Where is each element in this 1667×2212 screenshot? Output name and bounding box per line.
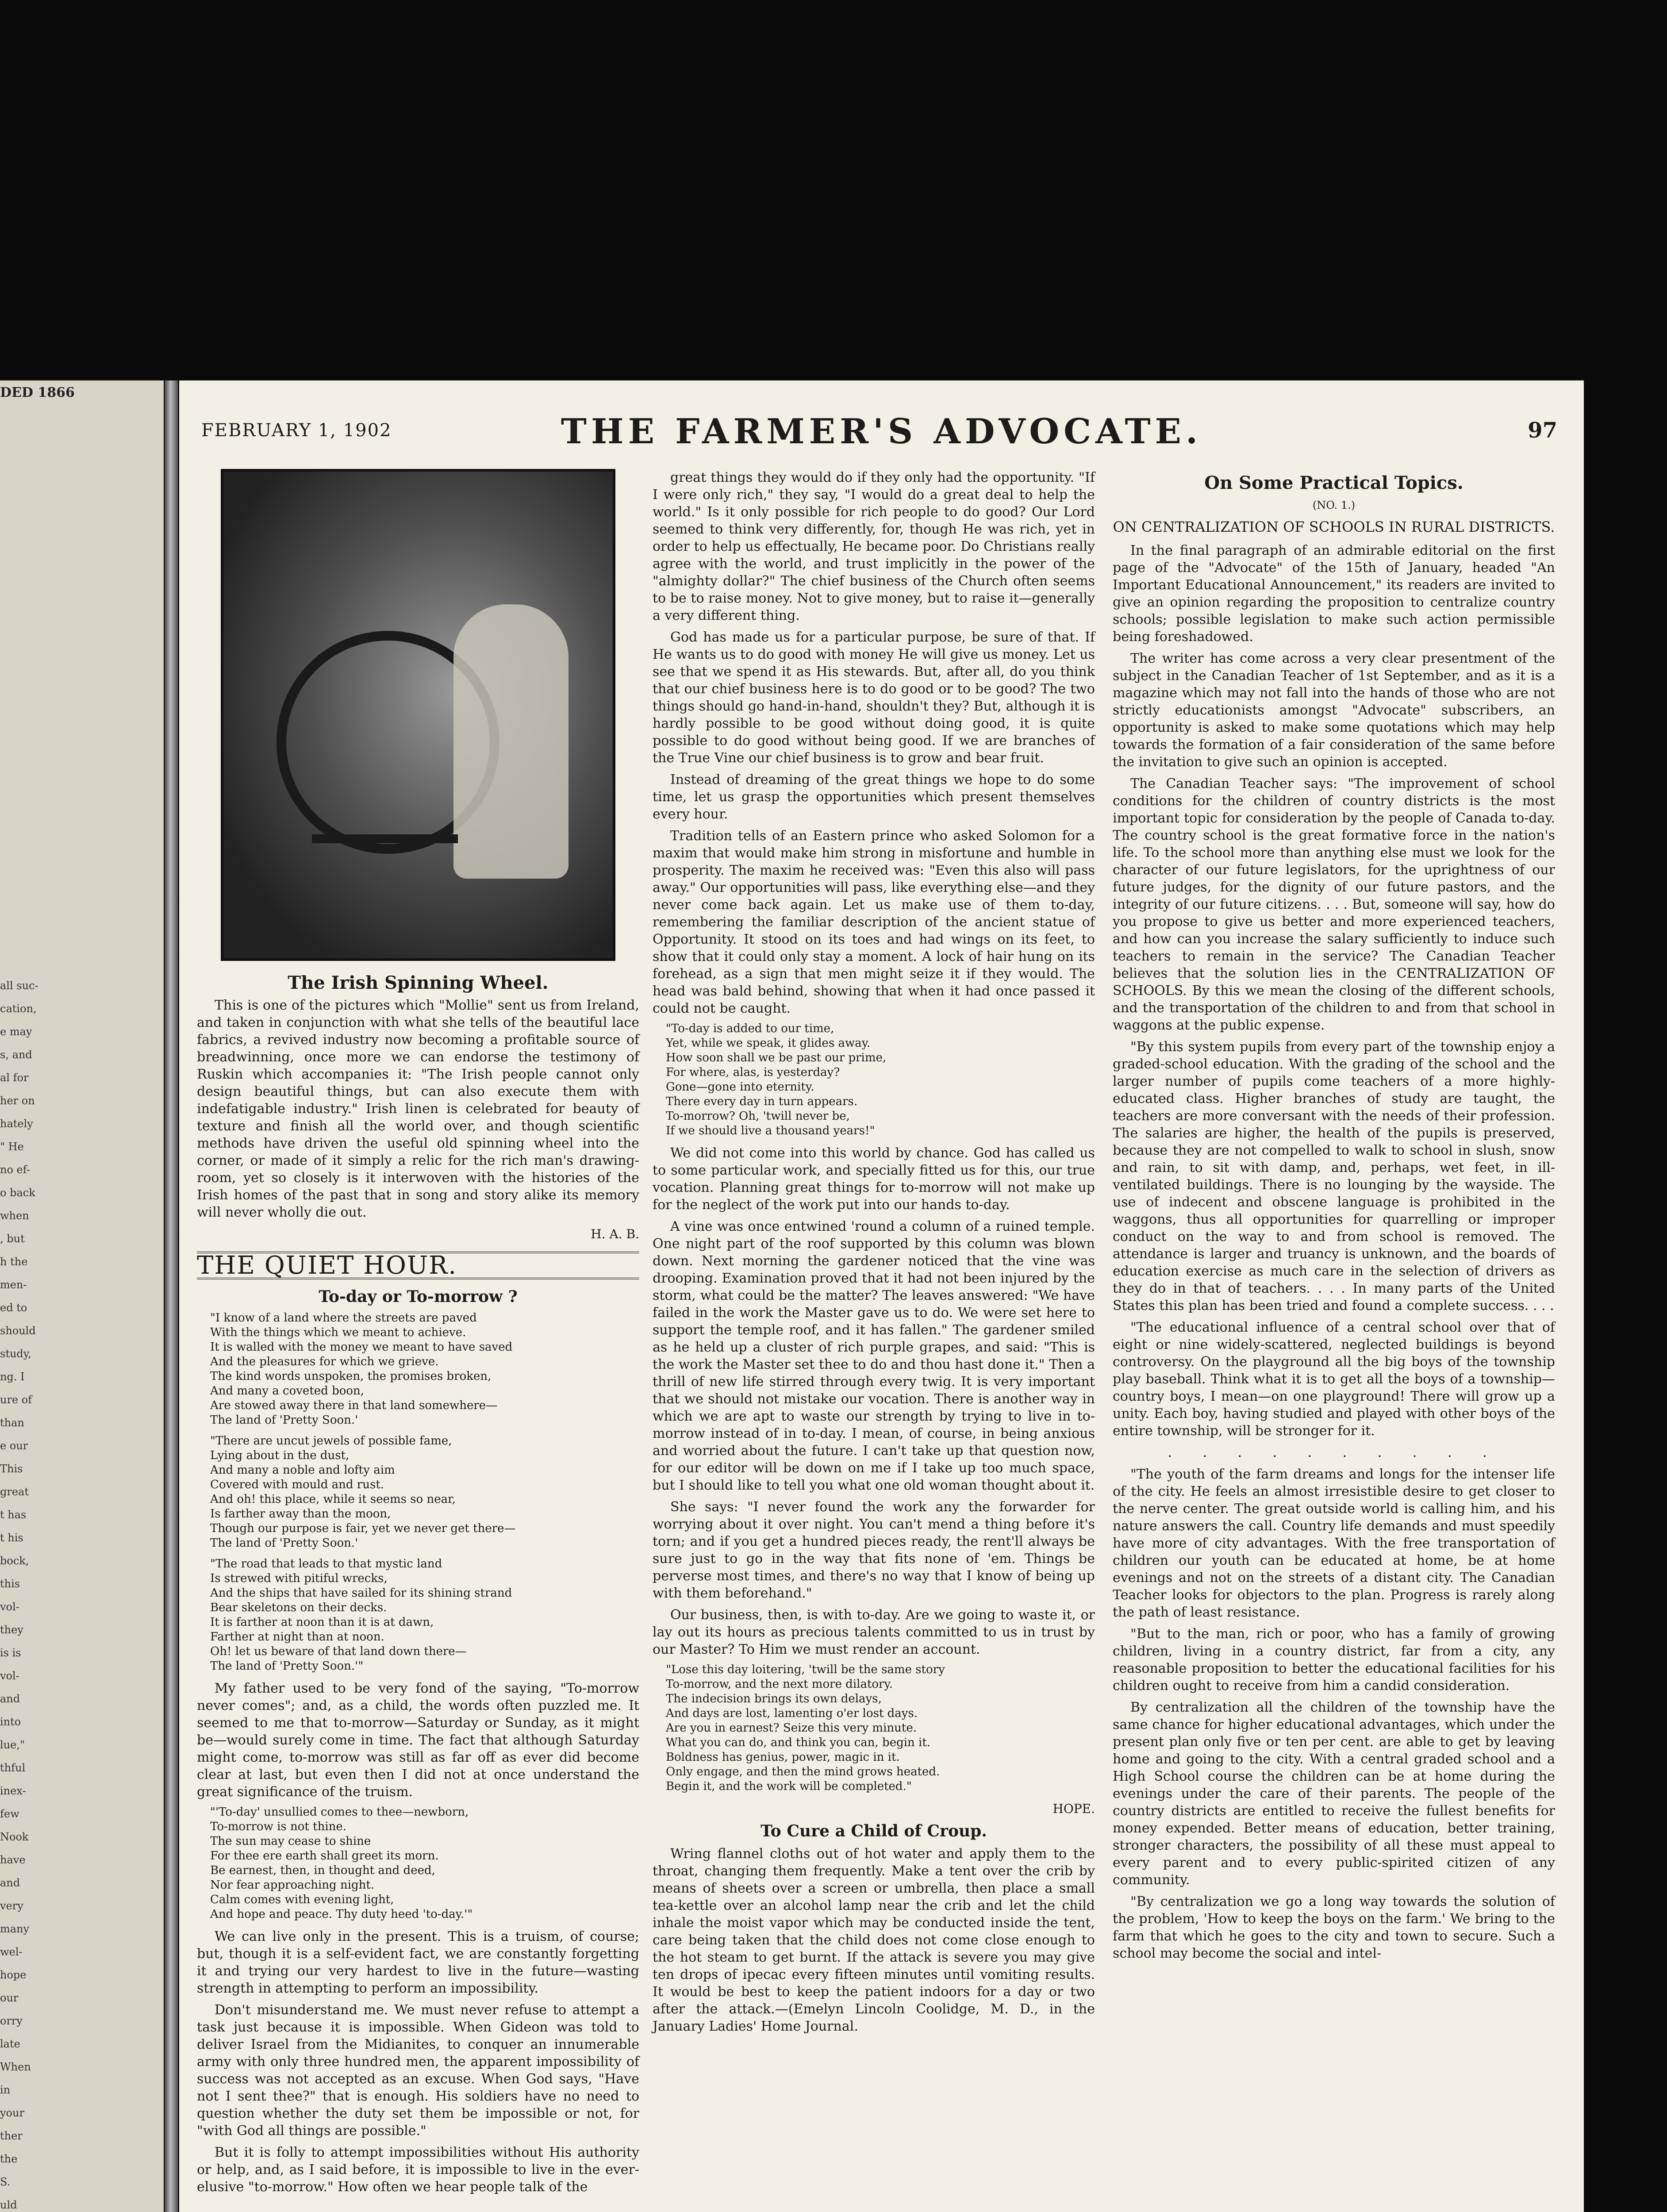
fragment-line: wel-	[0, 1946, 23, 1958]
fragment-line: When	[0, 2061, 31, 2073]
article-paragraph: Our business, then, is with to-day. Are we going to waste it, or lay out its hours as precious talents committed to us in trust by our Master? To Him we must render an account.	[653, 1607, 1095, 1657]
article-paragraph: Don't misunderstand me. We must never refuse to attempt a task just because it is impossible. When Gideon was told to deliver Israel from the Midianites, to conquer an innumerable army with only three hundred men, the apparent impossibility of success was not accepted as an excuse. When God says, "Have not I sent thee?" that is enough. His soldiers have no need to question whether the duty set them be impossible or not, for "with God all things are possible."	[197, 2002, 639, 2139]
fragment-line: This	[0, 1463, 23, 1475]
issue-date: FEBRUARY 1, 1902	[201, 420, 392, 441]
article-subhead: ON CENTRALIZATION OF SCHOOLS IN RURAL DISTRICTS.	[1113, 518, 1555, 535]
article-paragraph: Tradition tells of an Eastern prince who asked Solomon for a maxim that would make him strong in misfortune and humble in prosperity. The maxim he received was: "Even this also will pass away." Our opportunities will pass, like everything else—and they never come back again. Let us make use of them to-day, remembering the familiar description of the ancient statue of Opportunity. It stood on its toes and had wings on its feet, to show that it could only stay a moment. A lock of hair hung on its forehead, as a sign that men might seize it if they would. The head was bald behind, showing that when it had once passed it could not be caught.	[653, 828, 1095, 1016]
article-paragraph: God has made us for a particular purpose, be sure of that. If He wants us to do good with money He will give us money. Let us see that we spend it as His stewards. But, after all, do you think that our chief business here is to do good or to be good? The two things should go hand-in-hand, shouldn't they? But, although it is hardly possible to be good without doing good, it is quite possible to do good without being good. If we are branches of the True Vine our chief business is to grow and bear fruit.	[653, 630, 1095, 766]
page-fold	[165, 380, 178, 2212]
article-number: (NO. 1.)	[1312, 499, 1356, 511]
fragment-line: " He	[0, 1141, 24, 1153]
fragment-line: ther	[0, 2130, 23, 2142]
article-paragraph: "By this system pupils from every part of the township enjoy a graded-school education. With the grading of the school and the larger number of pupils come teachers of a more highly-educated class. Higher branches of study are taught, the teachers are more conversant with the needs of their profession. The salaries are higher, the health of the pupils is preserved, because they are not compelled to walk to school in slush, snow and rain, to sit with damp, and, perhaps, wet feet, in ill-ventilated buildings. There is no lounging by the wayside. The use of indecent and obscene language is prohibited in the waggons, thus all opportunities for quarrelling or improper conduct on the way to and from school is removed. The attendance is larger and truancy is unknown, and the boards of education exercise as much care in the selection of drivers as they do in that of teachers. . . . In many parts of the United States this plan has been tried and found a complete success. . . .	[1113, 1039, 1555, 1313]
fragment-line: great	[0, 1486, 29, 1498]
fragment-line: is is	[0, 1647, 21, 1659]
article-paragraph: "But to the man, rich or poor, who has a family of growing children, living in a country district, far from a city, any reasonable proposition to better the educational facilities for his children ought to receive from him a candid consideration.	[1113, 1626, 1555, 1694]
poem-stanza: "'To-day' unsullied comes to thee—newborn, To-morrow is not thine. The sun may cease to shine For thee ere earth shall greet its morn. Be earnest, then, in thought and deed, Nor fear approaching night. Calm comes with evening light, And hope and peace. Thy duty heed 'to-day.'"	[210, 1805, 473, 1921]
article-paragraph: "The youth of the farm dreams and longs for the intenser life of the city. He feels an almost irresistible desire to get closer to the nerve center. The great outside world is calling him, and his nature answers the call. Country life demands and must speedily have more of city advantages. With the free transportation of children our youth can be educated at home, be at home evenings and not on the streets of a distant city. The Canadian Teacher looks for objectors to the plan. Progress is rarely along the path of least resistance.	[1113, 1467, 1555, 1620]
fragment-line: S.	[0, 2176, 11, 2188]
fragment-line: cation,	[0, 1002, 37, 1015]
poem-stanza: "Lose this day loitering, 'twill be the same story To-morrow, and the next more dilatory. The indecision brings its own delays, And days are lost, lamenting o'er lost days. Are you in earnest? Seize this very minute. What you can do, and think you can, begin it. Boldness has genius, power, magic in it. Only engage, and then the mind grows heated. Begin it, and the work will be completed."	[666, 1663, 945, 1793]
article-paragraph: "By centralization we go a long way towards the solution of the problem, 'How to keep the boys on the farm.' We bring to the farm that which he goes to the city and town to secure. Such a school may become the social and intel-	[1113, 1894, 1555, 1961]
fragment-line: al for	[0, 1071, 29, 1084]
woman-figure-shape	[453, 604, 568, 879]
article-paragraph: The Canadian Teacher says: "The improvement of school conditions for the children of country districts is the most important topic for consideration by the people of Canada to-day. The country school is the great formative force in the nation's life. To the school more than anything else must we look for the character of our future legislators, for the uprightness of our future judges, for the dignity of our future pastors, and the integrity of our future citizens. . . . But, someone will say, how do you propose to give us better and more experienced teachers, and how can you increase the salary sufficiently to induce such teachers to remain in the service? The Canadian Teacher believes that the solution lies in the CENTRALIZATION OF SCHOOLS. By this we mean the closing of the different schools, and the transportation of the children to and from that school in waggons at the public expense.	[1113, 776, 1555, 1033]
fragment-line: than	[0, 1417, 24, 1429]
poem-stanza: "To-day is added to our time, Yet, while we speak, it glides away. How soon shall we be past our prime, For where, alas, is yesterday? Gone—gone into eternity. There every day in turn appears. To-morrow? Oh, 'twill never be, If we should live a thousand years!"	[666, 1022, 887, 1137]
article-paragraph: Wring flannel cloths out of hot water and apply them to the throat, changing them frequently. Make a tent over the crib by means of sheets over a screen or umbrella, then place a small tea-kettle over an alcohol lamp near the crib and let the child inhale the moist vapor which may be conducted inside the tent, care being taken that the child does not come close enough to the hot steam to get burnt. If the attack is severe you may give ten drops of ipecac every fifteen minutes until vomiting results. It would be best to keep the patient indoors for a day or two after the attack.—(Emelyn Lincoln Coolidge, M. D., in the January Ladies' Home Journal.	[653, 1846, 1095, 2034]
fragment-line: ng. I	[0, 1371, 25, 1383]
article-paragraph: My father used to be very fond of the saying, "To-morrow never comes"; and, as a child, the words often puzzled me. It seemed to me that to-morrow—Saturday or Sunday, as it might be—would surely come in time. The fact that although Saturday might come, to-morrow was still as far off as ever did become clear at last, but even then I did not at once understand the great significance of the truism.	[197, 1681, 639, 1800]
section-title-quiet-hour: THE QUIET HOUR.	[197, 1252, 639, 1279]
signature: HOPE.	[1052, 1801, 1095, 1816]
poem-stanza: "There are uncut jewels of possible fame, Lying about in the dust, And many a noble and lofty aim Covered with mould and rust. And oh! this place, while it seems so near, Is farther away than the moon, Though our purpose is fair, yet we never get there— The land of 'Pretty Soon.'	[210, 1434, 516, 1550]
article-title-practical-topics: On Some Practical Topics.	[1204, 472, 1463, 493]
fragment-line: and	[0, 1877, 20, 1889]
fragment-line: ed to	[0, 1302, 27, 1314]
fragment-line: , but	[0, 1233, 25, 1245]
fragment-line: and	[0, 1693, 20, 1705]
spinning-wheel-photo	[221, 469, 615, 961]
fragment-line: into	[0, 1716, 21, 1728]
fragment-line: h the	[0, 1256, 28, 1268]
fragment-line: this	[0, 1578, 20, 1590]
fragment-line: lue,"	[0, 1739, 25, 1751]
fragment-line: vol-	[0, 1601, 19, 1613]
article-title-spinning-wheel: The Irish Spinning Wheel.	[288, 972, 549, 993]
fragment-line: s, and	[0, 1048, 32, 1061]
fragment-line: your	[0, 2107, 24, 2119]
fragment-line: inex-	[0, 1785, 26, 1797]
article-paragraph: "The educational influence of a central school over that of eight or nine widely-scattered, neglected buildings is beyond controversy. On the playground all the big boys of the township play baseball. Think what it is to get all the boys of a township—country boys, I mean—on one playground! There will grow up a unity. Each boy, having studied and played with other boys of the entire township, will be stronger for it.	[1113, 1320, 1555, 1439]
page-number: 97	[1528, 418, 1557, 443]
fragment-line: men-	[0, 1279, 27, 1291]
fragment-line: t his	[0, 1532, 23, 1544]
column-2	[653, 469, 1095, 2039]
article-paragraph: great things they would do if they only had the opportunity. "If I were only rich," they say, "I would do a great deal to help the world." Is it only possible for rich people to do good? Our Lord seemed to think very differently, for, though He was rich, yet in order to help us effectually, He became poor. Do Christians really agree with the world, and trust implicitly in the power of the "almighty dollar?" The chief business of the Church often seems to be to raise money. Not to give money, but to raise it—generally a very different thing.	[653, 470, 1095, 623]
poem-stanza: "The road that leads to that mystic land Is strewed with pitiful wrecks, And the ships that have sailed for its shining strand Bear skeletons on their decks. It is farther at noon than it is at dawn, Farther at night than at noon. Oh! let us beware of that land down there— The land of 'Pretty Soon.'"	[210, 1557, 512, 1673]
fragment-line: many	[0, 1923, 30, 1935]
article-title-today: To-day or To-morrow ?	[319, 1287, 518, 1306]
wheel-stand-shape	[312, 834, 458, 843]
newspaper-page	[179, 380, 1584, 2212]
fragment-line: when	[0, 1210, 29, 1222]
fragment-line: thful	[0, 1762, 26, 1774]
fragment-line: her on	[0, 1094, 35, 1107]
fragment-line: bock,	[0, 1555, 29, 1567]
fragment-line: few	[0, 1808, 19, 1820]
column-3	[1113, 469, 1555, 1966]
article-title-croup: To Cure a Child of Croup.	[761, 1822, 987, 1840]
signature: H. A. B.	[591, 1227, 639, 1241]
fragment-line: uld	[0, 2199, 17, 2211]
poem-stanza: "I know of a land where the streets are paved With the things which we meant to achieve. It is walled with the money we meant to have saved And the pleasures for which we grieve. The kind words unspoken, the promises broken, And many a coveted boon, Are stowed away there in that land somewhere— The land of 'Pretty Soon.'	[210, 1311, 513, 1427]
fragment-line: e our	[0, 1440, 28, 1452]
fragment-line: t has	[0, 1509, 27, 1521]
fragment-line: Nook	[0, 1831, 29, 1843]
article-paragraph: By centralization all the children of the township have the same chance for higher educational advantages, which under the present plan only five or ten per cent. are able to get by leaving home and going to the city. With a central graded school and a High School course the children can be at home during the evenings under the care of their parents. The people of the country districts are entitled to receive the fullest benefits for money expended. Better means of education, better training, stronger characters, the possibility of all these must appeal to every parent and to every public-spirited citizen of any community.	[1113, 1700, 1555, 1888]
article-body: This is one of the pictures which "Mollie" sent us from Ireland, and taken in conjunction with what she tells of the beautiful lace fabrics, a revived industry now becoming a profitable source of breadwinning, once more we can endorse the testimony of Ruskin which accompanies it: "The Irish people cannot only design beautiful things, but can also execute them with indefatigable industry." Irish linen is celebrated for beauty of texture and finish all the world over, and though scientific methods have driven the useful old spinning wheel into the corner, or made of it simply a relic for the rich man's drawing-room, yet so closely is it interwoven with the histories of the Irish homes of the past that in song and story alike its memory will never wholly die out.	[197, 998, 639, 1220]
article-paragraph: We did not come into this world by chance. God has called us to some particular work, and specially fitted us for this, our true vocation. Planning great things for to-morrow will not make up for the neglect of the work put into our hands to-day.	[653, 1145, 1095, 1213]
fragment-line: orry	[0, 2015, 23, 2027]
article-paragraph: A vine was once entwined 'round a column of a ruined temple. One night part of the roof supported by this column was blown down. Next morning the gardener noticed that the vine was drooping. Examination proved that it had not been injured by the storm, what could be the matter? The leaves answered: "We have failed in the work the Master gave us to do. We were set here to support the temple roof, and it has fallen." The gardener smiled as he held up a cluster of rich purple grapes, and said: "This is the work the Master set thee to do and thou hast done it." Then a thrill of new life stirred through every twig. It is very important that we should not mistake our vocation. There is another way in which we are apt to waste our strength by trying to live in to-morrow instead of in to-day. I mean, of course, in being anxious and worried about the future. I can't take up that question now, for our editor will be down on me if I take up too much space, but I should like to tell you what one old woman thought about it.	[653, 1219, 1095, 1493]
article-paragraph: She says: "I never found the work any the forwarder for worrying about it over night. You can't mend a thing before it's torn; and if you get a hundred pieces ready, the rent'll always be sure just to go in the way that fits none of 'em. Things be perverse most times, and there's no way that I know of being up with them beforehand."	[653, 1499, 1095, 1601]
article-paragraph: In the final paragraph of an admirable editorial on the first page of the "Advocate" of the 15th of January, headed "An Important Educational Announcement," its readers are invited to give an opinion regarding the proposition to centralize country schools; possible legislation to make such action permissible being foreshadowed.	[1113, 543, 1555, 645]
article-paragraph: Instead of dreaming of the great things we hope to do some time, let us grasp the opportunities which present themselves every hour.	[653, 772, 1095, 822]
fragment-line: no ef-	[0, 1164, 30, 1176]
fragment-line: hope	[0, 1969, 27, 1981]
fragment-line: e may	[0, 1025, 32, 1038]
section-break-dots: . . . . . . . . . .	[1168, 1445, 1500, 1460]
fragment-line: the	[0, 2153, 18, 2165]
fragment-line: study,	[0, 1348, 31, 1360]
fragment-line: very	[0, 1900, 23, 1912]
fragment-line: late	[0, 2038, 20, 2050]
masthead: THE FARMER'S ADVOCATE.	[561, 411, 1202, 452]
adjacent-page-fragment	[0, 380, 164, 2212]
fragment-line: in	[0, 2084, 11, 2096]
fragment-line: vol-	[0, 1670, 19, 1682]
fragment-line: all suc-	[0, 979, 38, 992]
fragment-line: o back	[0, 1187, 35, 1199]
fragment-line: they	[0, 1624, 23, 1636]
fragment-line: our	[0, 1992, 19, 2004]
article-paragraph: But it is folly to attempt impossibilities without His authority or help, and, as I said before, it is impossible to live in the ever-elusive "to-morrow." How often we hear people talk of the	[197, 2145, 639, 2195]
fragment-line: should	[0, 1325, 36, 1337]
column-1	[197, 469, 639, 2200]
adjacent-page-header: DED 1866	[0, 385, 75, 400]
fragment-line: have	[0, 1854, 26, 1866]
fragment-line: hately	[0, 1118, 33, 1130]
article-paragraph: We can live only in the present. This is a truism, of course; but, though it is a self-evident fact, we are constantly forgetting it and trying our very hardest to live in the future—wasting strength in attempting to perform an impossibility.	[197, 1929, 639, 1996]
article-paragraph: The writer has come across a very clear presentment of the subject in the Canadian Teacher of 1st September, and as it is a magazine which may not fall into the hands of those who are not strictly educationists amongst "Advocate" subscribers, an opportunity is asked to make some quotations which may help towards the formation of a fair consideration of the same before the invitation to give such an opinion is accepted.	[1113, 651, 1555, 770]
fragment-line: ure of	[0, 1394, 32, 1406]
